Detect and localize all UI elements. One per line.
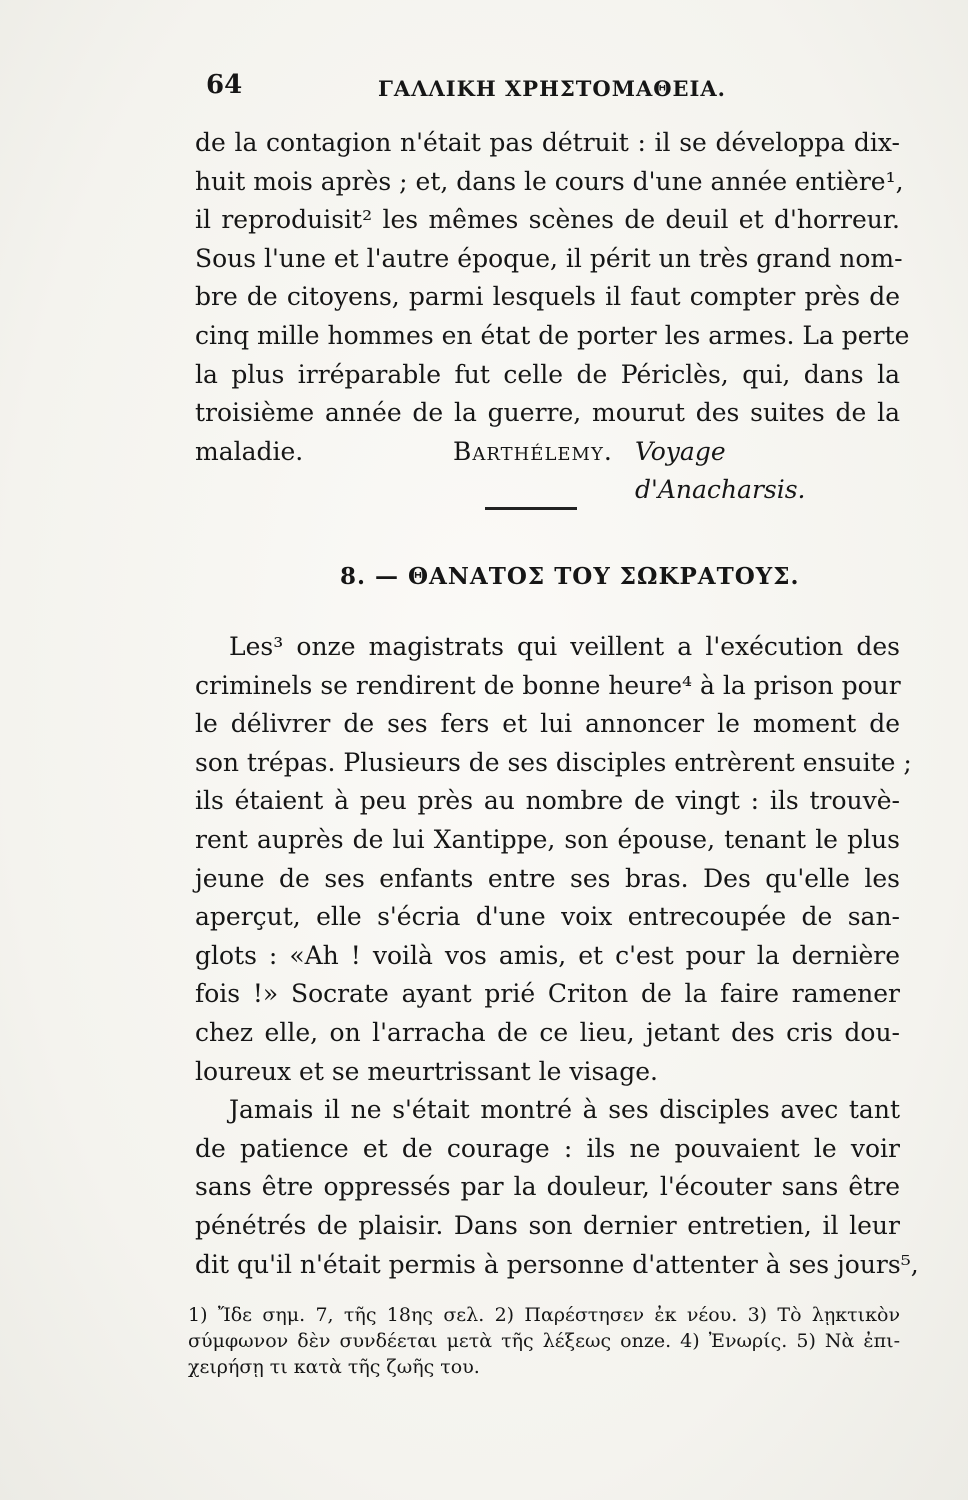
text-line: cinq mille hommes en état de porter les armes. La perte (195, 320, 910, 350)
text-line: de patience et de courage : ils ne pouvaient le voir (195, 1133, 900, 1163)
section-separator (485, 507, 577, 510)
passage-socrates (195, 628, 919, 1284)
final-word: maladie. (195, 436, 304, 466)
text-line: aperçut, elle s'écria d'une voix entrecoupée de san- (195, 902, 900, 932)
passage-barthelemy (195, 124, 910, 504)
text-line: criminels se rendirent de bonne heure⁴ à la prison pour (195, 670, 901, 700)
text-line: rent auprès de lui Xantippe, son épouse, tenant le plus (195, 824, 900, 854)
text-line: loureux et se meurtrissant le visage. (195, 1056, 658, 1086)
section-title: 8. — ΘΑΝΑΤΟΣ ΤΟΥ ΣΩΚΡΑΤΟΥΣ. (340, 563, 800, 590)
text-line: la plus irréparable fut celle de Périclès, qui, dans la (195, 359, 900, 389)
work-title: Voyage d'Anacharsis. (635, 436, 806, 504)
text-line: sans être oppressés par la douleur, l'écouter sans être (195, 1172, 900, 1202)
attribution-line (195, 433, 900, 504)
text-line: jeune de ses enfants entre ses bras. Des qu'elle les (195, 863, 900, 893)
text-line: troisième année de la guerre, mourut des suites de la (195, 398, 900, 428)
text-line: de la contagion n'était pas détruit : il se développa dix- (195, 128, 900, 157)
footnote-line: 1) Ἴδε σημ. 7, τῆς 18ης σελ. 2) Παρέστησεν ἐκ νέου. 3) Τὸ λῃκτικὸν (188, 1304, 900, 1326)
text-line: il reproduisit² les mêmes scènes de deuil et d'horreur. (195, 205, 900, 235)
text-line: glots : «Ah ! voilà vos amis, et c'est pour la dernière (195, 940, 900, 970)
text-line: son trépas. Plusieurs de ses disciples entrèrent ensuite ; (195, 747, 912, 777)
running-title: ΓΑΛΛΙΚΗ ΧΡΗΣΤΟΜΑΘΕΙΑ. (378, 76, 726, 101)
text-line: ils étaient à peu près au nombre de vingt : ils trouvè- (195, 786, 900, 816)
footnotes (188, 1302, 900, 1380)
page-header (200, 70, 900, 110)
text-line: dit qu'il n'était permis à personne d'attenter à ses jours⁵, (195, 1249, 919, 1279)
text-line: bre de citoyens, parmi lesquels il faut compter près de (195, 282, 900, 312)
text-line: Jamais il ne s'était montré à ses disciples avec tant (229, 1095, 900, 1125)
page-number: 64 (206, 70, 243, 100)
text-line: chez elle, on l'arracha de ce lieu, jetant des cris dou- (195, 1017, 900, 1047)
author-name: Barthélemy. (453, 436, 613, 466)
text-line: le délivrer de ses fers et lui annoncer le moment de (195, 709, 900, 739)
footnote-line: σύμφωνον δὲν συνδέεται μετὰ τῆς λέξεως onze. 4) Ἐνωρίς. 5) Νὰ ἐπι- (188, 1330, 900, 1352)
text-line: fois !» Socrate ayant prié Criton de la faire ramener (195, 979, 900, 1009)
text-line: pénétrés de plaisir. Dans son dernier entretien, il leur (195, 1210, 900, 1240)
text-line: huit mois après ; et, dans le cours d'une année entière¹, (195, 166, 904, 196)
text-line: Les³ onze magistrats qui veillent a l'exécution des (229, 632, 900, 661)
footnote-line: χειρήσῃ τι κατὰ τῆς ζωῆς του. (188, 1356, 480, 1378)
text-line: Sous l'une et l'autre époque, il périt un très grand nom- (195, 243, 903, 273)
